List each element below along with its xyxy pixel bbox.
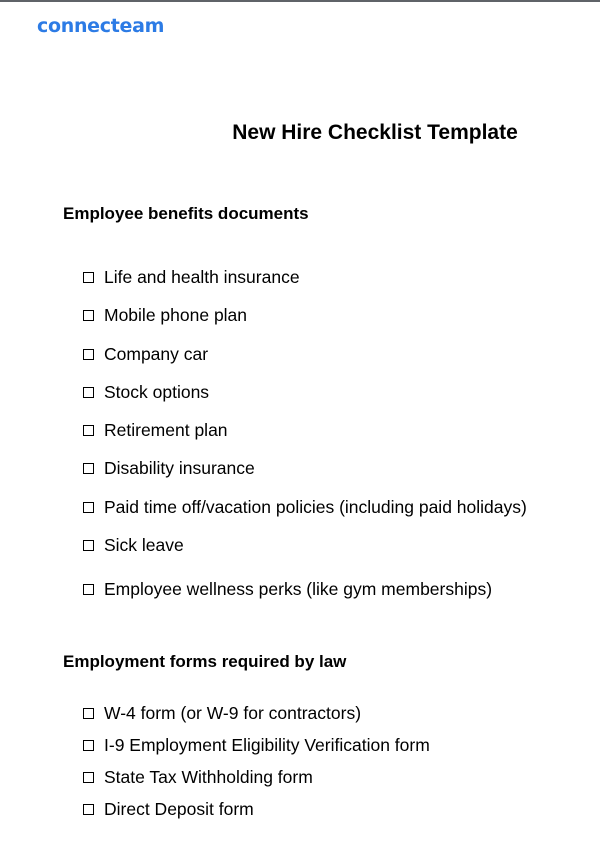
checklist-item-label: State Tax Withholding form [104,766,313,787]
checklist-item[interactable] [83,304,247,326]
checklist-item[interactable] [83,381,209,403]
checklist-item[interactable] [83,343,208,365]
document-title: New Hire Checklist Template [232,121,518,144]
checklist-item-label: Sick leave [104,534,184,555]
checkbox-icon[interactable] [83,540,94,551]
checklist-item[interactable] [83,766,313,788]
connecteam-logo: connecteam [37,15,165,37]
checklist-item-label: Disability insurance [104,457,255,478]
top-border [0,0,600,2]
checkbox-icon[interactable] [83,772,94,783]
checklist-item[interactable] [83,798,254,820]
checkbox-icon[interactable] [83,740,94,751]
checklist-item[interactable] [83,496,527,518]
checklist-item-label: Life and health insurance [104,266,300,287]
checklist-item-label: Paid time off/vacation policies (including paid holidays) [104,496,527,517]
section-title-employment-forms: Employment forms required by law [63,652,347,671]
checklist-item-label: W-4 form (or W-9 for contractors) [104,702,362,723]
checklist-item-label: Employee wellness perks (like gym memberships) [104,578,493,599]
checklist-item-label: Retirement plan [104,419,228,440]
section-title-benefits: Employee benefits documents [63,204,309,223]
checklist-item-label: Company car [104,343,209,364]
checklist-item-label: I-9 Employment Eligibility Verification form [104,734,430,755]
checklist-item[interactable] [83,457,255,479]
checkbox-icon[interactable] [83,804,94,815]
checklist-item[interactable] [83,419,228,441]
checkbox-icon[interactable] [83,349,94,360]
checklist-item[interactable] [83,266,300,288]
checklist-item[interactable] [83,534,184,556]
checklist-item[interactable] [83,702,361,724]
checkbox-icon[interactable] [83,387,94,398]
checklist-item-label: Direct Deposit form [104,798,254,819]
checklist-item[interactable] [83,578,492,600]
checkbox-icon[interactable] [83,584,94,595]
checkbox-icon[interactable] [83,463,94,474]
checkbox-icon[interactable] [83,708,94,719]
checkbox-icon[interactable] [83,425,94,436]
checkbox-icon[interactable] [83,272,94,283]
checkbox-icon[interactable] [83,310,94,321]
checklist-item-label: Stock options [104,381,210,402]
checklist-item[interactable] [83,734,430,756]
checklist-item-label: Mobile phone plan [104,304,248,325]
checkbox-icon[interactable] [83,502,94,513]
